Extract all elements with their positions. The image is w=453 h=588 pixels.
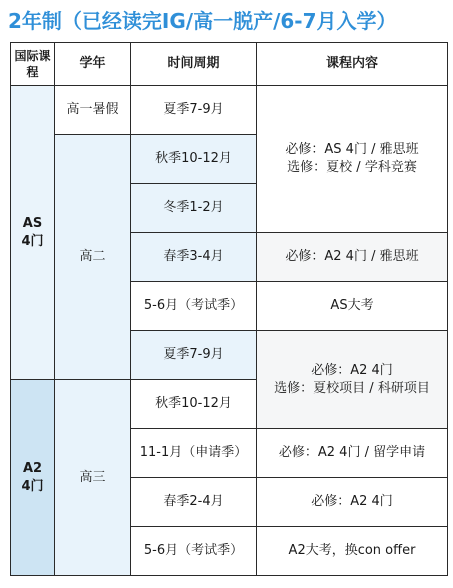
content-as-block: 必修：AS 4门 / 雅思班 选修：夏校 / 学科竞赛	[257, 86, 448, 233]
course-block-as: AS 4门	[11, 86, 55, 380]
period-cell: 春季3-4月	[131, 233, 257, 282]
content-a2-block: 必修：A2 4门 选修：夏校项目 / 科研项目	[257, 331, 448, 429]
period-cell: 秋季10-12月	[131, 135, 257, 184]
period-cell: 11-1月（申请季）	[131, 429, 257, 478]
period-cell: 秋季10-12月	[131, 380, 257, 429]
table-row	[11, 86, 448, 135]
period-cell: 春季2-4月	[131, 478, 257, 527]
period-cell: 冬季1-2月	[131, 184, 257, 233]
year-g2: 高二	[55, 135, 131, 380]
content-cell: A2大考，换con offer	[257, 527, 448, 576]
year-summer-g1: 高一暑假	[55, 86, 131, 135]
year-g3: 高三	[55, 380, 131, 576]
course-plan-table	[10, 42, 448, 576]
period-cell: 夏季7-9月	[131, 331, 257, 380]
period-cell: 5-6月（考试季）	[131, 527, 257, 576]
header-content: 课程内容	[257, 43, 448, 86]
header-course: 国际课程	[11, 43, 55, 86]
header-year: 学年	[55, 43, 131, 86]
page-title: 2年制（已经读完IG/高一脱产/6-7月入学）	[8, 9, 397, 33]
period-cell: 夏季7-9月	[131, 86, 257, 135]
header-period: 时间周期	[131, 43, 257, 86]
course-block-a2: A2 4门	[11, 380, 55, 576]
content-cell: 必修：A2 4门 / 留学申请	[257, 429, 448, 478]
content-cell: AS大考	[257, 282, 448, 331]
content-cell: 必修：A2 4门 / 雅思班	[257, 233, 448, 282]
period-cell: 5-6月（考试季）	[131, 282, 257, 331]
table-header-row	[11, 43, 448, 86]
content-cell: 必修：A2 4门	[257, 478, 448, 527]
